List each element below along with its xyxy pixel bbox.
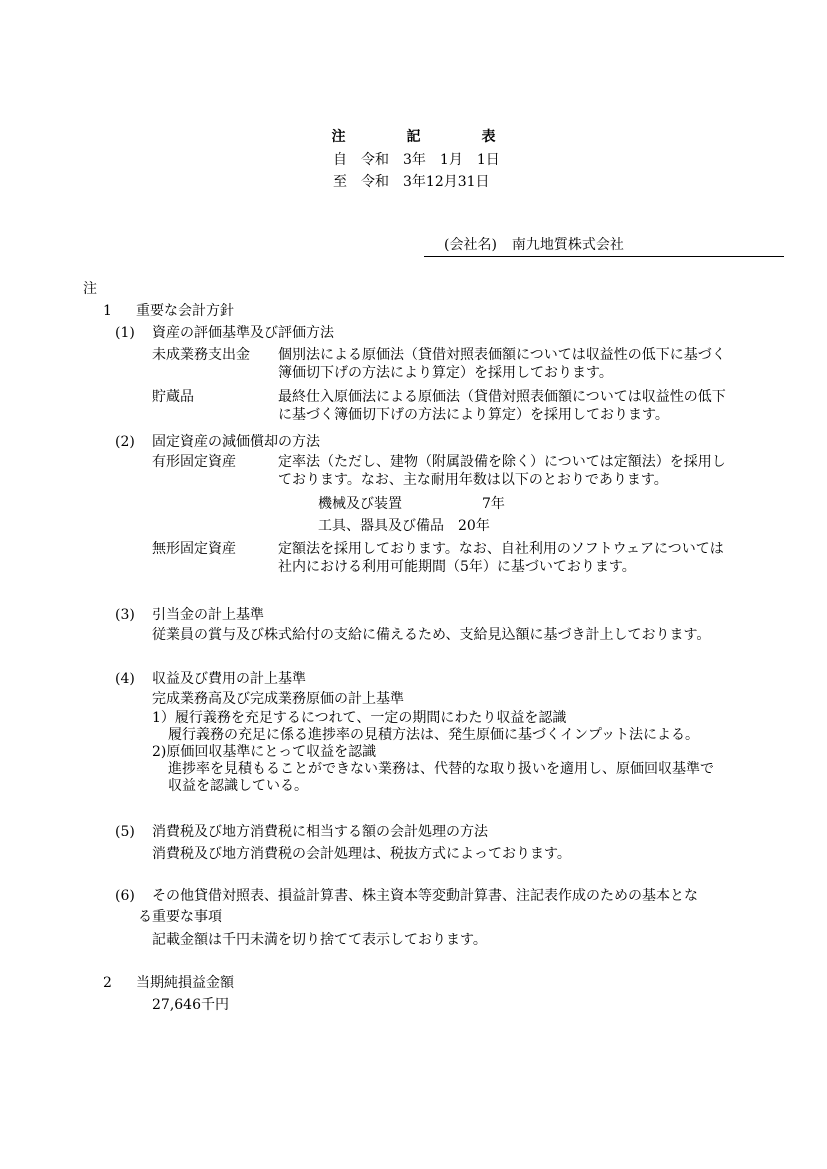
p6-number: (6) <box>115 888 135 904</box>
p2-item2-line2: 社内における利用可能期間（5年）に基づいております。 <box>278 559 636 575</box>
asset-2-name: 工具、器具及び備品 <box>318 518 444 534</box>
p1-item1-line2: 簿価切下げの方法により算定）を採用しております。 <box>278 365 613 381</box>
p4-sub1-line: 履行義務の充足に係る進捗率の見積方法は、発生原価に基づくインプット法による。 <box>168 727 700 743</box>
company-label: (会社名) <box>444 237 497 253</box>
p1-number: (1) <box>115 325 135 341</box>
p2-item1-label: 有形固定資産 <box>152 454 236 470</box>
p4-sub2-line1: 進捗率を見積もることができない業務は、代替的な取り扱いを適用し、原価回収基準で <box>168 761 714 777</box>
company-underline <box>424 256 784 257</box>
asset-1-name: 機械及び装置 <box>318 496 402 512</box>
page-title <box>0 128 827 146</box>
p3-line1: 従業員の賞与及び株式給付の支給に備えるため、支給見込額に基づき計上しております。 <box>152 627 711 643</box>
section-1-number: 1 <box>103 303 112 319</box>
period-from: 自 令和 3年 1月 1日 <box>333 152 500 168</box>
title-char-2: 記 <box>406 129 421 145</box>
p1-item1-line1: 個別法による原価法（貸借対照表価額については収益性の低下に基づく <box>278 347 726 363</box>
p2-title: 固定資産の減価償却の方法 <box>152 434 320 450</box>
company-info <box>444 236 624 254</box>
p2-item1-line1: 定率法（ただし、建物（附属設備を除く）については定額法）を採用し <box>278 454 726 470</box>
p4-title: 収益及び費用の計上基準 <box>152 671 306 687</box>
company-name: 南九地質株式会社 <box>511 237 624 253</box>
p4-sub-title: 完成業務高及び完成業務原価の計上基準 <box>152 691 404 707</box>
p6-line1: 記載金額は千円未満を切り捨てて表示しております。 <box>152 932 487 948</box>
p1-item2-line1: 最終仕入原価法による原価法（貸借対照表価額については収益性の低下 <box>278 389 726 405</box>
p2-item1-line2: ております。なお、主な耐用年数は以下のとおりであります。 <box>278 472 668 488</box>
note-mark: 注 <box>83 281 97 297</box>
p4-number: (4) <box>115 671 135 687</box>
section-1-title: 重要な会計方針 <box>136 303 234 319</box>
p6-title-line1: その他貸借対照表、損益計算書、株主資本等変動計算書、注記表作成のための基本とな <box>152 888 698 904</box>
p5-line1: 消費税及び地方消費税の会計処理は、税抜方式によっております。 <box>152 846 571 862</box>
p1-title: 資産の評価基準及び評価方法 <box>152 325 334 341</box>
p4-sub2-title: 2)原価回収基準にとって収益を認識 <box>152 744 377 760</box>
p2-number: (2) <box>115 434 135 450</box>
p6-title-line2: る重要な事項 <box>138 909 222 925</box>
title-char-1: 注 <box>331 129 346 145</box>
p2-item2-label: 無形固定資産 <box>152 541 236 557</box>
period-to: 至 令和 3年12月31日 <box>333 174 490 190</box>
p3-number: (3) <box>115 607 135 623</box>
asset-2-years: 20年 <box>458 518 490 534</box>
p1-item2-line2: に基づく簿価切下げの方法により算定）を採用しております。 <box>278 407 669 423</box>
p4-sub2-line2: 収益を認識している。 <box>168 778 308 794</box>
title-char-3: 表 <box>481 129 496 145</box>
p5-title: 消費税及び地方消費税に相当する額の会計処理の方法 <box>152 824 488 840</box>
asset-1-years: 7年 <box>482 496 505 512</box>
section-2-number: 2 <box>103 975 112 991</box>
p4-sub1-title: 1）履行義務を充足するにつれて、一定の期間にわたり収益を認識 <box>152 710 567 726</box>
p2-item2-line1: 定額法を採用しております。なお、自社利用のソフトウェアについては <box>278 541 724 557</box>
p3-title: 引当金の計上基準 <box>152 607 264 623</box>
net-income-value: 27,646千円 <box>152 997 229 1013</box>
p5-number: (5) <box>115 824 135 840</box>
p1-item1-label: 未成業務支出金 <box>152 347 250 363</box>
section-2-title: 当期純損益金額 <box>136 975 234 991</box>
p1-item2-label: 貯蔵品 <box>152 389 194 405</box>
